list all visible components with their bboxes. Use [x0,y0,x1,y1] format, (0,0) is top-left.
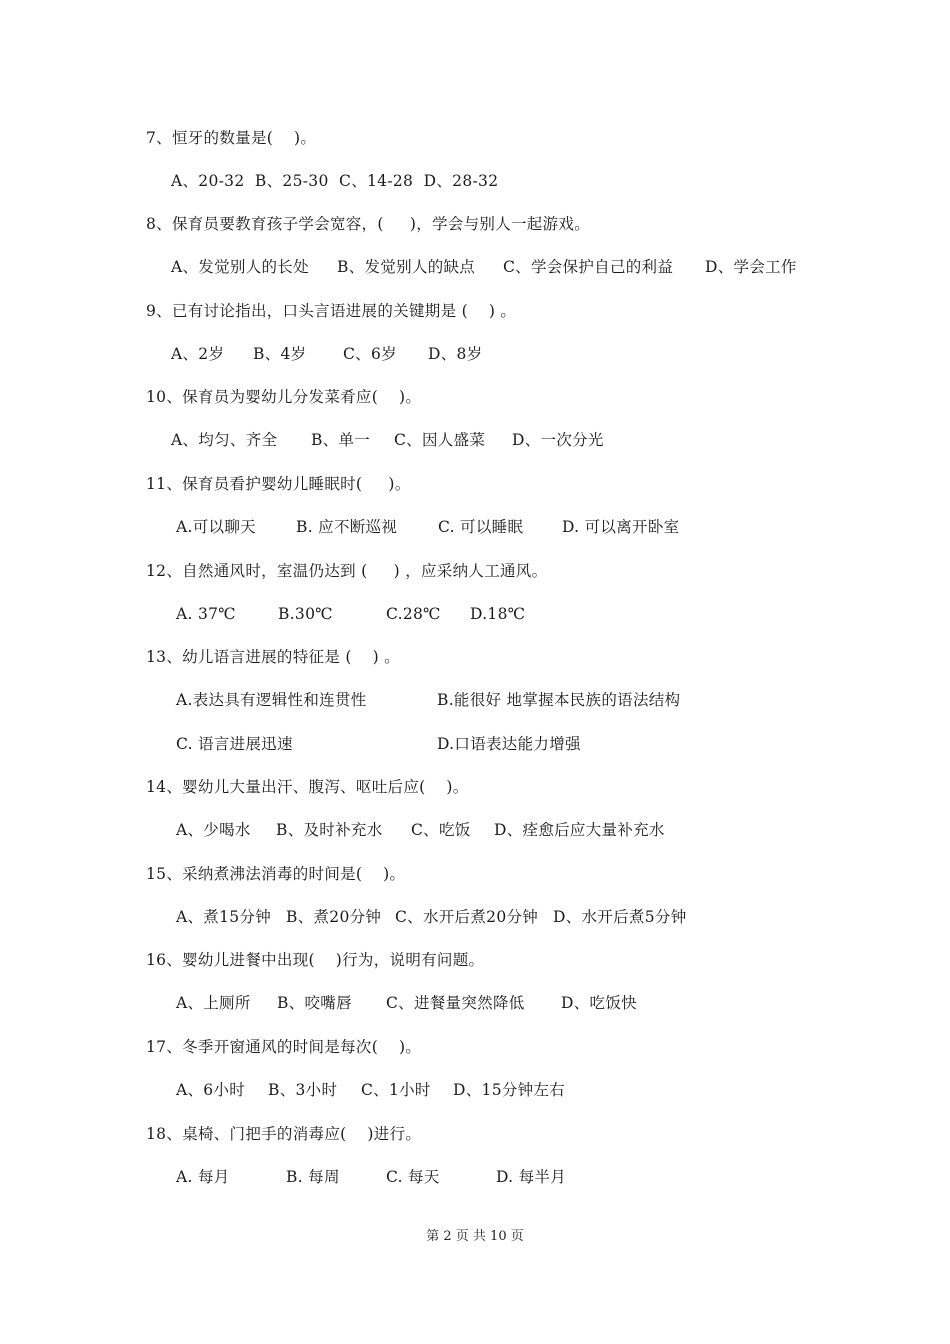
option-12-b: B.30℃ [278,605,333,623]
option-15-a: A、煮15分钟 [176,908,272,926]
option-10-d: D、一次分光 [512,431,604,449]
option-8-c: C、学会保护自己的利益 [503,258,674,276]
question-14: 14、婴幼儿大量出汗、腹泻、呕吐后应( )。 [146,778,469,796]
option-17-d: D、15分钟左右 [453,1081,566,1099]
option-7-all: A、20-32 B、25-30 C、14-28 D、28-32 [171,172,499,190]
option-16-a: A、上厕所 [176,994,251,1012]
option-10-c: C、因人盛菜 [394,431,486,449]
option-10-b: B、单一 [311,431,371,449]
question-9: 9、已有讨论指出，口头言语进展的关键期是 ( ) 。 [146,302,517,320]
option-8-d: D、学会工作 [705,258,797,276]
question-11: 11、保育员看护婴幼儿睡眠时( )。 [146,475,411,493]
option-14-c: C、吃饭 [411,821,471,839]
option-8-b: B、发觉别人的缺点 [337,258,476,276]
option-18-a: A. 每月 [176,1168,230,1186]
option-14-a: A、少喝水 [176,821,251,839]
question-15: 15、采纳煮沸法消毒的时间是( )。 [146,865,406,883]
option-10-a: A、均匀、齐全 [171,431,278,449]
option-11-b: B. 应不断巡视 [296,518,398,536]
option-13-c: C. 语言进展迅速 [176,735,293,753]
option-17-b: B、3小时 [268,1081,338,1099]
option-13-a: A.表达具有逻辑性和连贯性 [176,691,367,709]
option-16-d: D、吃饭快 [561,994,637,1012]
question-17: 17、冬季开窗通风的时间是每次( )。 [146,1038,422,1056]
question-10: 10、保育员为婴幼儿分发菜肴应( )。 [146,388,422,406]
page-footer: 第 2 页 共 10 页 [426,1229,524,1244]
option-15-c: C、水开后煮20分钟 [395,908,539,926]
option-12-a: A. 37℃ [176,605,236,623]
option-17-c: C、1小时 [361,1081,431,1099]
option-14-d: D、痊愈后应大量补充水 [494,821,665,839]
option-15-b: B、煮20分钟 [286,908,382,926]
option-15-d: D、水开后煮5分钟 [553,908,687,926]
option-18-d: D. 每半月 [496,1168,567,1186]
option-9-c: C、6岁 [343,345,397,363]
option-12-c: C.28℃ [386,605,441,623]
question-7: 7、恒牙的数量是( )。 [146,129,317,147]
question-13: 13、幼儿语言进展的特征是 ( ) 。 [146,648,400,666]
option-9-b: B、4岁 [253,345,307,363]
option-17-a: A、6小时 [176,1081,246,1099]
question-12: 12、自然通风时，室温仍达到 ( ) ，应采纳人工通风。 [146,562,548,580]
option-18-c: C. 每天 [386,1168,440,1186]
option-11-d: D. 可以离开卧室 [562,518,680,536]
option-16-b: B、咬嘴唇 [277,994,352,1012]
option-14-b: B、及时补充水 [276,821,383,839]
option-13-d: D.口语表达能力增强 [437,735,581,753]
question-18: 18、桌椅、门把手的消毒应( )进行。 [146,1125,422,1143]
option-8-a: A、发觉别人的长处 [171,258,309,276]
option-9-d: D、8岁 [428,345,483,363]
option-9-a: A、2岁 [171,345,225,363]
question-8: 8、保育员要教育孩子学会宽容，( )，学会与别人一起游戏。 [146,215,590,233]
option-12-d: D.18℃ [470,605,526,623]
option-18-b: B. 每周 [286,1168,340,1186]
question-16: 16、婴幼儿进餐中出现( )行为，说明有问题。 [146,951,485,969]
option-11-a: A.可以聊天 [176,518,256,536]
option-13-b: B.能很好 地掌握本民族的语法结构 [437,691,681,709]
option-11-c: C. 可以睡眠 [438,518,524,536]
option-16-c: C、进餐量突然降低 [386,994,525,1012]
